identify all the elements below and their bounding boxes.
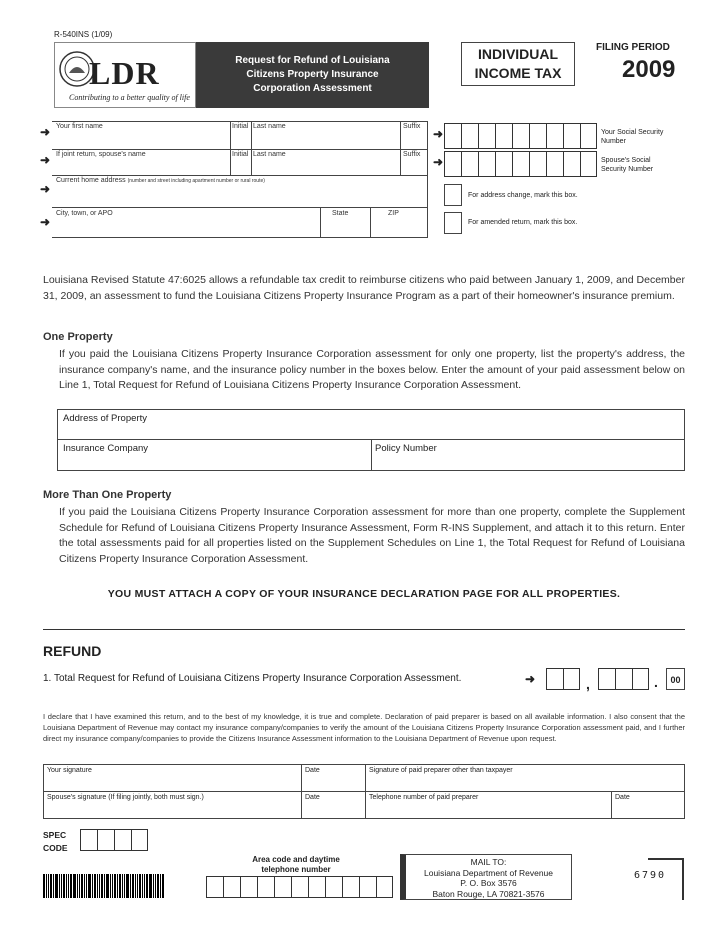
- address-change-checkbox[interactable]: [444, 184, 462, 206]
- date-label: Date: [615, 794, 630, 801]
- title-line: Corporation Assessment: [253, 83, 372, 94]
- spouse-ssn-label: Spouse's Social Security Number: [601, 157, 654, 173]
- initial-label: Initial: [232, 151, 249, 158]
- form-number: 6790: [634, 870, 667, 881]
- zip-label: ZIP: [388, 210, 399, 217]
- arrow-icon: ➜: [525, 672, 536, 686]
- form-title: [196, 42, 429, 108]
- preparer-phone-field[interactable]: [366, 792, 612, 818]
- more-property-text: If you paid the Louisiana Citizens Property Insurance Corporation assessment for more than one property, complete the Supplement Schedule for Refund of Louisiana Citizens Property Insurance Assessment, Form R-INS Supplement, and attach it to this return. Enter the total assessments paid for all properties listed on the Supplement Schedules on Line 1, the Total Request for Refund of Louisiana Citizens Property Insurance Corporation Assessment.: [59, 506, 685, 565]
- refund-amount-hundreds[interactable]: [598, 668, 649, 690]
- refund-decimal: .: [654, 674, 658, 690]
- city-label: City, town, or APO: [56, 210, 113, 217]
- suffix-label: Suffix: [403, 123, 421, 130]
- arrow-icon: ➜: [433, 127, 444, 141]
- property-table: [57, 409, 685, 471]
- your-signature-field[interactable]: [44, 765, 302, 792]
- state-label: State: [332, 210, 349, 217]
- form-code: R-540INS (1/09): [54, 30, 113, 39]
- tax-type-line: INDIVIDUAL: [477, 46, 559, 62]
- your-ssn-boxes[interactable]: [444, 123, 597, 149]
- address-of-property-label: Address of Property: [63, 413, 147, 424]
- refund-cents: 00: [666, 668, 685, 690]
- address-change-label: For address change, mark this box.: [468, 192, 578, 199]
- insurance-company-field[interactable]: [58, 440, 372, 470]
- attach-notice: YOU MUST ATTACH A COPY OF YOUR INSURANCE DECLARATION PAGE FOR ALL PROPERTIES.: [107, 588, 621, 600]
- initial-label: Initial: [232, 123, 249, 130]
- spouse-signature-label: Spouse's signature (If filing jointly, both must sign.): [47, 794, 204, 801]
- one-property-heading: One Property: [43, 331, 113, 343]
- phone-boxes[interactable]: [206, 876, 393, 898]
- address-note: (number and street including apartment number or rural route): [127, 178, 265, 184]
- title-line: Request for Refund of Louisiana: [235, 55, 390, 66]
- spouse-name-row[interactable]: [52, 150, 428, 176]
- first-name-row[interactable]: [52, 122, 428, 150]
- phone-label: [236, 855, 356, 875]
- declaration-text: I declare that I have examined this return, and to the best of my knowledge, it is true and complete. Declaration of paid preparer is based on all available information. I also consent that the Louisiana Department of Revenue may contact my insurance company/companies to verify the amount of the Louisiana Citizens Property Insurance Corporation assessment paid, and I further direct my insurance company/companies to provide the Citizens Insurance Assessment information to the Louisiana Department of Revenue upon request.: [43, 712, 685, 743]
- city-row[interactable]: [52, 208, 428, 238]
- preparer-signature-field[interactable]: [366, 765, 684, 792]
- amended-label: For amended return, mark this box.: [468, 219, 578, 226]
- refund-amount-thousands[interactable]: [546, 668, 580, 690]
- address-of-property-field[interactable]: [58, 410, 684, 440]
- ldr-logo: [54, 42, 196, 108]
- mail-to-box: [400, 854, 572, 900]
- signature-table: [43, 764, 685, 819]
- your-signature-label: Your signature: [47, 767, 92, 774]
- insurance-company-label: Insurance Company: [63, 443, 149, 454]
- mail-to-line: Baton Rouge, LA 70821-3576: [432, 888, 545, 899]
- spouse-name-label: If joint return, spouse's name: [56, 151, 146, 158]
- filing-year: 2009: [622, 56, 676, 83]
- mail-to-line: Louisiana Department of Revenue: [424, 867, 553, 878]
- logo-letters: LDR: [89, 55, 160, 91]
- suffix-label: Suffix: [403, 151, 421, 158]
- date-field[interactable]: [302, 765, 366, 792]
- mail-to-line: MAIL TO:: [470, 857, 507, 867]
- refund-heading: REFUND: [43, 643, 102, 659]
- logo-tagline: Contributing to a better quality of life: [69, 93, 190, 102]
- address-row[interactable]: [52, 176, 428, 208]
- arrow-icon: ➜: [40, 125, 51, 139]
- address-label: Current home address: [56, 177, 126, 184]
- arrow-icon: ➜: [433, 155, 444, 169]
- divider: [43, 629, 685, 630]
- spec-code-label: SPEC CODE: [43, 830, 68, 853]
- amended-checkbox[interactable]: [444, 212, 462, 234]
- policy-number-field[interactable]: [372, 440, 684, 470]
- spouse-signature-field[interactable]: [44, 792, 302, 818]
- intro-paragraph: Louisiana Revised Statute 47:6025 allows a refundable tax credit to reimburse citizens who paid between January 1, 2009, and December 31, 2009, an assessment to fund the Louisiana Citizens Property Insurance Program as a part of their homeowner's insurance premium.: [43, 274, 685, 302]
- title-line: Citizens Property Insurance: [246, 69, 379, 80]
- phone-label-line: telephone number: [261, 865, 331, 874]
- last-name-label: Last name: [253, 123, 286, 130]
- spec-code-boxes[interactable]: [80, 829, 148, 851]
- date-label: Date: [305, 767, 320, 774]
- mail-to-line: P. O. Box 3576: [460, 878, 517, 888]
- tax-type-box: [461, 42, 575, 86]
- filing-period-label: FILING PERIOD: [596, 42, 670, 53]
- phone-label-line: Area code and daytime: [252, 855, 340, 864]
- your-ssn-label: Your Social Security Number: [601, 129, 664, 145]
- policy-number-label: Policy Number: [375, 443, 437, 454]
- refund-line1-label: 1. Total Request for Refund of Louisiana Citizens Property Insurance Corporation Assessment.: [43, 673, 462, 684]
- preparer-phone-label: Telephone number of paid preparer: [369, 794, 479, 801]
- arrow-icon: ➜: [40, 182, 51, 196]
- name-address-block: [52, 121, 428, 237]
- date-label: Date: [305, 794, 320, 801]
- first-name-label: Your first name: [56, 123, 103, 130]
- tax-type-line: INCOME TAX: [474, 65, 562, 81]
- spouse-ssn-boxes[interactable]: [444, 151, 597, 177]
- arrow-icon: ➜: [40, 215, 51, 229]
- barcode-icon: [43, 874, 165, 898]
- last-name-label: Last name: [253, 151, 286, 158]
- refund-comma: ,: [586, 676, 590, 692]
- preparer-date-field[interactable]: [612, 792, 684, 818]
- more-property-heading: More Than One Property: [43, 489, 172, 501]
- one-property-text: If you paid the Louisiana Citizens Property Insurance Corporation assessment for only one property, list the property's address, the insurance company's name, and the insurance policy number in the boxes below. Enter the amount of your paid assessment below on Line 1, Total Request for Refund of Louisiana Citizens Property Insurance Corporation Assessment.: [59, 348, 685, 391]
- spouse-date-field[interactable]: [302, 792, 366, 818]
- arrow-icon: ➜: [40, 153, 51, 167]
- preparer-signature-label: Signature of paid preparer other than taxpayer: [369, 767, 513, 774]
